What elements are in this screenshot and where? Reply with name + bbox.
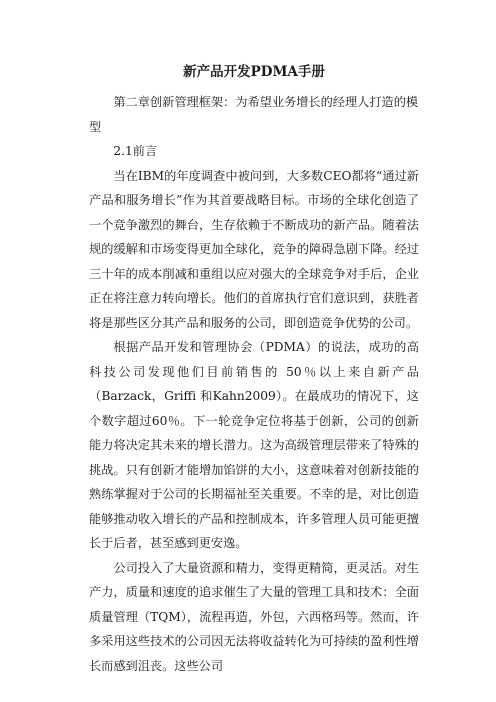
- document-title: 新产品开发PDMA手册: [183, 64, 325, 80]
- body-paragraph: 公司投入了大量资源和精力，变得更精简，更灵活。对生产力，质量和速度的追求催生了大量的管理工具和技术：全面质量管理（TQM），流程再造，外包，六西格玛等。然而，许多采用这些技术的公司因无法将收益转化为可持续的盈利性增长而感到沮丧。这些公司: [89, 560, 419, 673]
- body-paragraph: 根据产品开发和管理协会（PDMA）的说法，成功的高科技公司发现他们目前销售的 50％以上来自新产品（Barzack，Griffi 和Kahn2009）。在最成功的情况下，这个数字超过60％。下一轮竞争定位将基于创新，公司的创新能力将决定其未来的增长潜力。这为高级管理层带来了特殊的挑战。只有创新才能增加馅饼的大小，这意味着对创新技能的熟练掌握对于公司的长期福祉至关重要。不幸的是，对比创造能够推动收入增长的产品和控制成本，许多管理人员可能更擅长于后者，甚至感到更安逸。: [89, 340, 419, 550]
- body-paragraph: 当在IBM的年度调查中被问到，大多数CEO都将“通过新产品和服务增长”作为其首要战略目标。市场的全球化创造了一个竞争激烈的舞台，生存依赖于不断成功的新产品。随着法规的缓解和市场变得更加全球化，竞争的障碍急剧下降。经过三十年的成本削减和重组以应对强大的全球竞争对手后，企业正在将注意力转向增长。他们的首席执行官们意识到，获胜者将是那些区分其产品和服务的公司，即创造竞争优势的公司。: [89, 168, 419, 330]
- document-body: [89, 60, 419, 678]
- chapter-heading: 第二章创新管理框架：为希望业务增长的经理人打造的模型: [89, 95, 419, 134]
- section-heading: 2.1前言: [113, 144, 158, 158]
